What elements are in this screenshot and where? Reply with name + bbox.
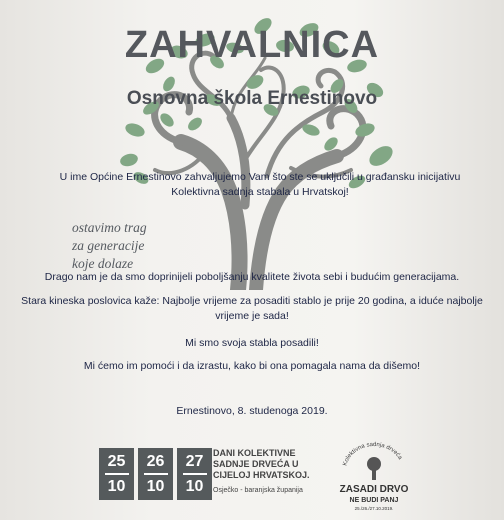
date-divider [144, 473, 168, 475]
date-month: 10 [185, 478, 204, 495]
date-month: 10 [107, 478, 126, 495]
slogan [72, 219, 147, 273]
date-month: 10 [146, 478, 165, 495]
planted-text: Mi smo svoja stabla posadili! [185, 337, 319, 349]
logo-dates: 25./26./27.10.2019. [354, 506, 394, 511]
tree-icon [367, 457, 381, 480]
date-day: 25 [107, 453, 126, 470]
thanks-text: Drago nam je da smo doprinijeli poboljšanju kvalitete života sebi i budućim generacijama. [44, 271, 460, 283]
date-box [177, 448, 212, 500]
logo-sub: NE BUDI PANJ [349, 497, 399, 504]
logo-arc-text: Kolektivna sadnja drveća [342, 441, 403, 467]
event-dates [99, 448, 212, 500]
logo-main: ZASADI DRVO [339, 484, 409, 495]
campaign-logo [334, 440, 414, 512]
event-line: SADNJE DRVEĆA U [213, 459, 299, 469]
recipient-name: Osnovna škola Ernestinovo [126, 88, 378, 109]
date-box [99, 448, 134, 500]
slogan-line: za generacije [72, 238, 145, 253]
care-text: Mi ćemo im pomoći i da izrastu, kako bi ona pomagala nama da dišemo! [83, 360, 421, 372]
date-box [138, 448, 173, 500]
slogan-line: koje dolaze [72, 256, 134, 271]
slogan-line: ostavimo trag [72, 220, 147, 235]
event-region: Osječko - baranjska županija [213, 487, 303, 494]
date-divider [105, 473, 129, 475]
event-line: CIJELOJ HRVATSKOJ. [213, 470, 310, 480]
certificate-title: ZAHVALNICA [124, 24, 380, 66]
place-date: Ernestinovo, 8. studenoga 2019. [176, 405, 328, 417]
date-day: 27 [185, 453, 204, 470]
intro-text: U ime Općine Ernestinovo zahvaljujemo Vam što ste se uključili u građansku inicijativu Kolektivna sadnja stabala u Hrvatskoj! [59, 171, 461, 198]
proverb-text: Stara kineska poslovica kaže: Najbolje vrijeme za posaditi stablo je prije 20 godina, a iduće najbolje vrijeme je sada! [21, 295, 483, 322]
event-description [213, 448, 310, 496]
date-divider [183, 473, 207, 475]
event-line: DANI KOLEKTIVNE [213, 448, 296, 458]
date-day: 26 [146, 453, 165, 470]
